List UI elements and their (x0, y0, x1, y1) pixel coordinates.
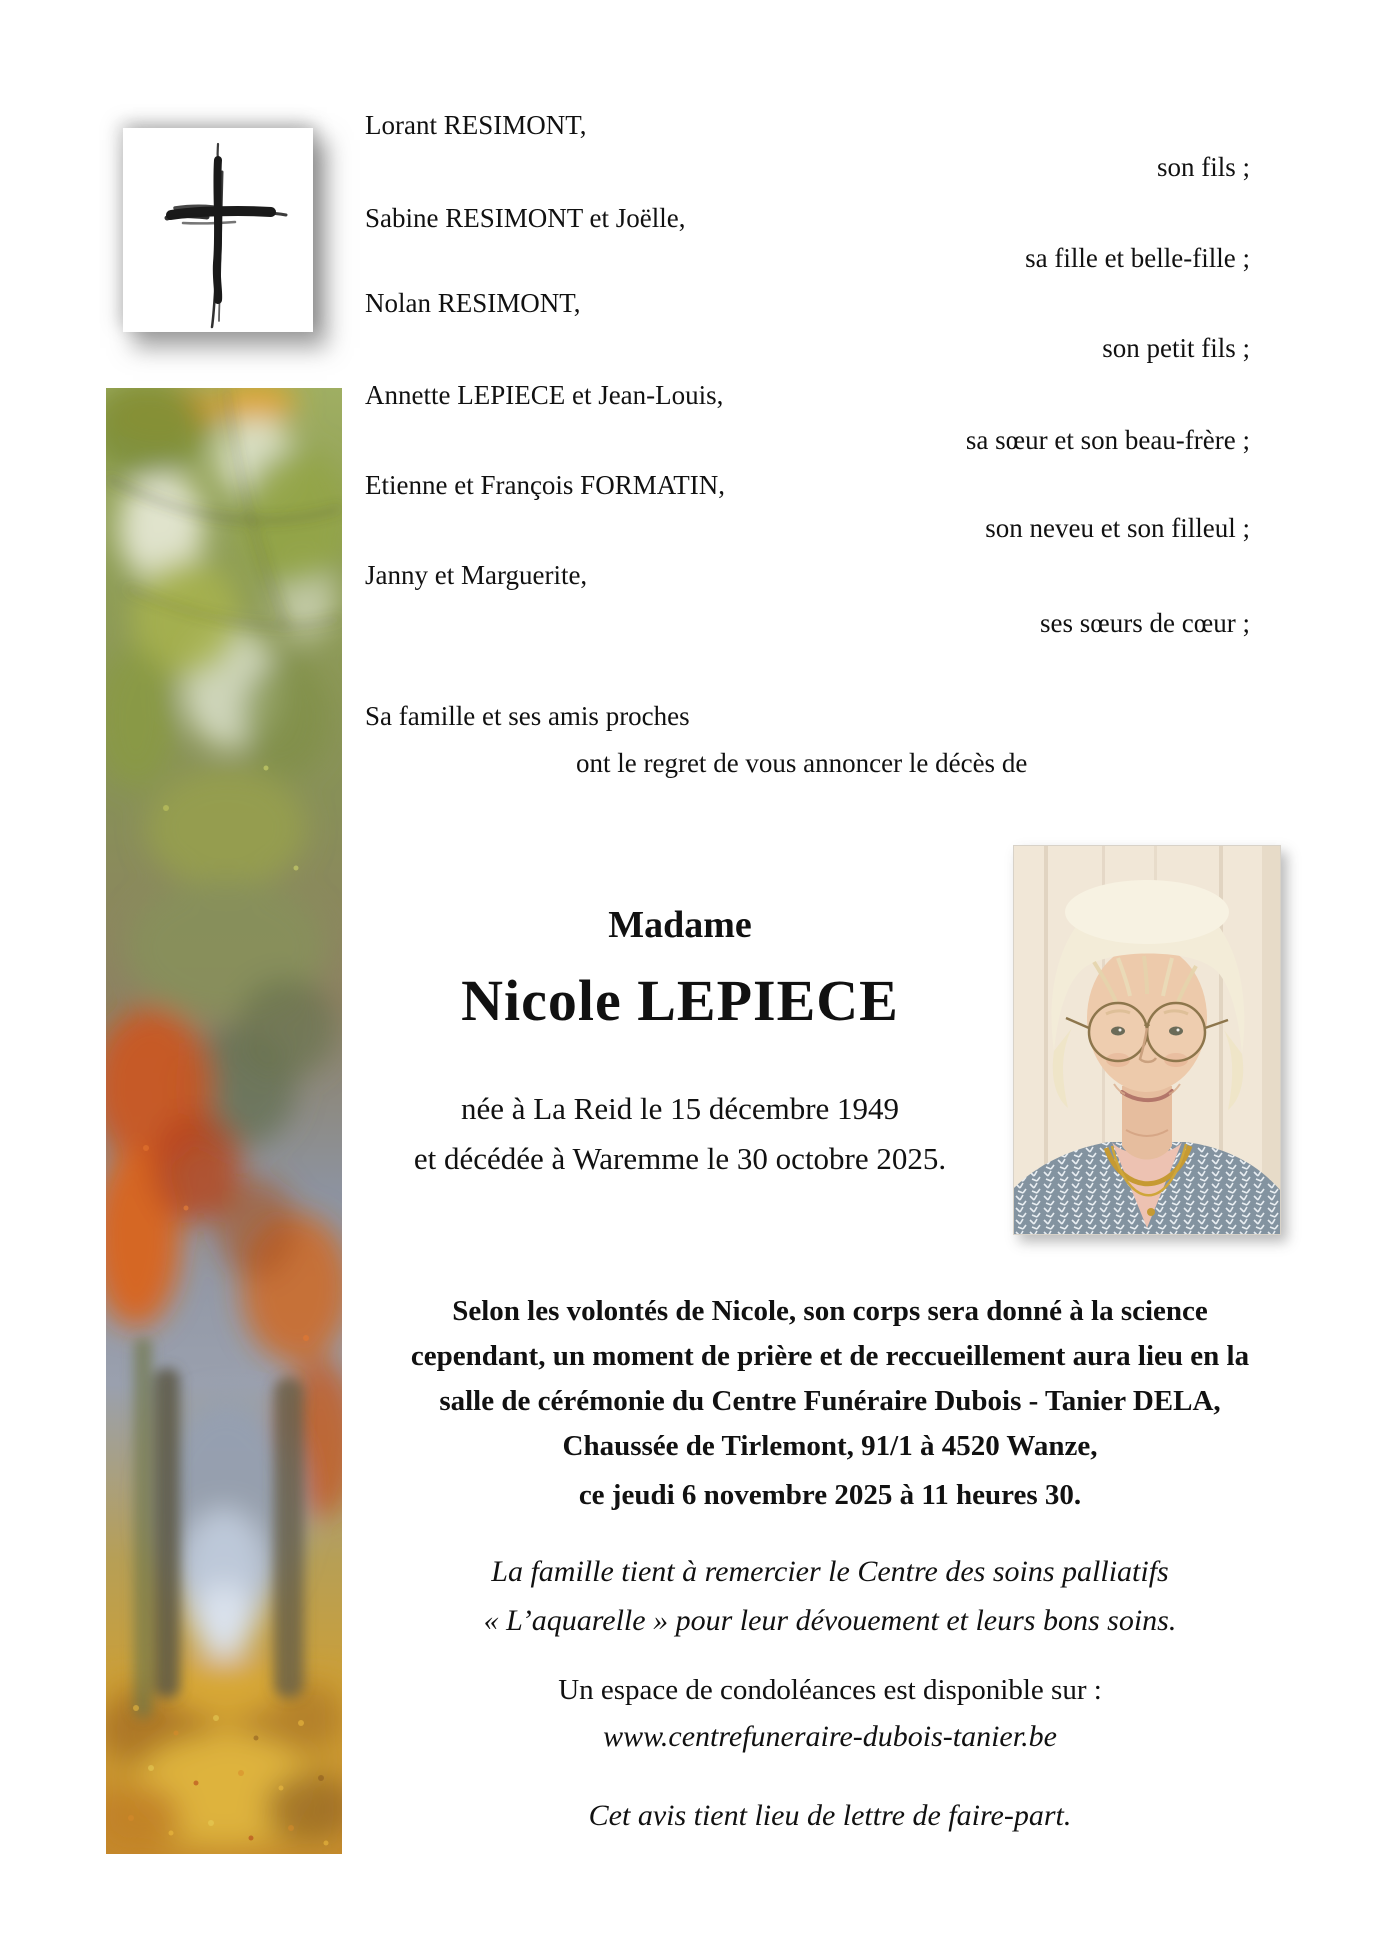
relative-relation-2: sa fille et belle-fille ; (1025, 243, 1250, 273)
intro-line-1: Sa famille et ses amis proches (365, 701, 690, 731)
ceremony-line-3: salle de cérémonie du Centre Funéraire Dubois - Tanier DELA, (439, 1385, 1221, 1417)
autumn-forest-image (106, 388, 342, 1854)
cross-image-card (123, 128, 313, 332)
birth-line: née à La Reid le 15 décembre 1949 (460, 1091, 900, 1126)
relative-relation-4: sa sœur et son beau-frère ; (965, 425, 1250, 455)
relative-names-6: Janny et Marguerite, (365, 560, 588, 590)
relative-names-4: Annette LEPIECE et Jean-Louis, (365, 380, 724, 410)
cross-icon (123, 128, 313, 332)
relative-relation-3: son petit fils ; (1102, 333, 1250, 363)
condolences-url: www.centrefuneraire-dubois-tanier.be (603, 1720, 1057, 1753)
forest-photo (106, 388, 342, 1854)
thanks-line-2: « L’aquarelle » pour leur dévouement et leurs bons soins. (483, 1604, 1177, 1637)
relative-relation-1: son fils ; (1156, 152, 1250, 182)
relative-relation-6: ses sœurs de cœur ; (1040, 608, 1250, 638)
civility-title: Madame (608, 904, 752, 946)
ceremony-line-1: Selon les volontés de Nicole, son corps sera donné à la science (452, 1295, 1208, 1327)
relative-names-5: Etienne et François FORMATIN, (365, 470, 725, 500)
deceased-name: Nicole LEPIECE (461, 968, 899, 1033)
ceremony-line-2: cependant, un moment de prière et de reccueillement aura lieu en la (410, 1340, 1250, 1372)
deceased-portrait-image (1014, 846, 1280, 1234)
portrait-photo (1013, 845, 1281, 1235)
relative-names-2: Sabine RESIMONT et Joëlle, (365, 203, 686, 233)
relative-relation-5: son neveu et son filleul ; (985, 513, 1250, 543)
intro-line-2: ont le regret de vous annoncer le décès de (576, 748, 1028, 778)
ceremony-line-4: Chaussée de Tirlemont, 91/1 à 4520 Wanze, (562, 1430, 1098, 1462)
closing-line: Cet avis tient lieu de lettre de faire-part. (588, 1799, 1072, 1832)
condolences-label: Un espace de condoléances est disponible sur : (558, 1674, 1102, 1706)
relative-names-1: Lorant RESIMONT, (365, 110, 587, 140)
ceremony-line-5: ce jeudi 6 novembre 2025 à 11 heures 30. (578, 1479, 1082, 1511)
death-line: et décédée à Waremme le 30 octobre 2025. (413, 1141, 947, 1176)
thanks-line-1: La famille tient à remercier le Centre des soins palliatifs (491, 1555, 1169, 1588)
relative-names-3: Nolan RESIMONT, (365, 288, 581, 318)
